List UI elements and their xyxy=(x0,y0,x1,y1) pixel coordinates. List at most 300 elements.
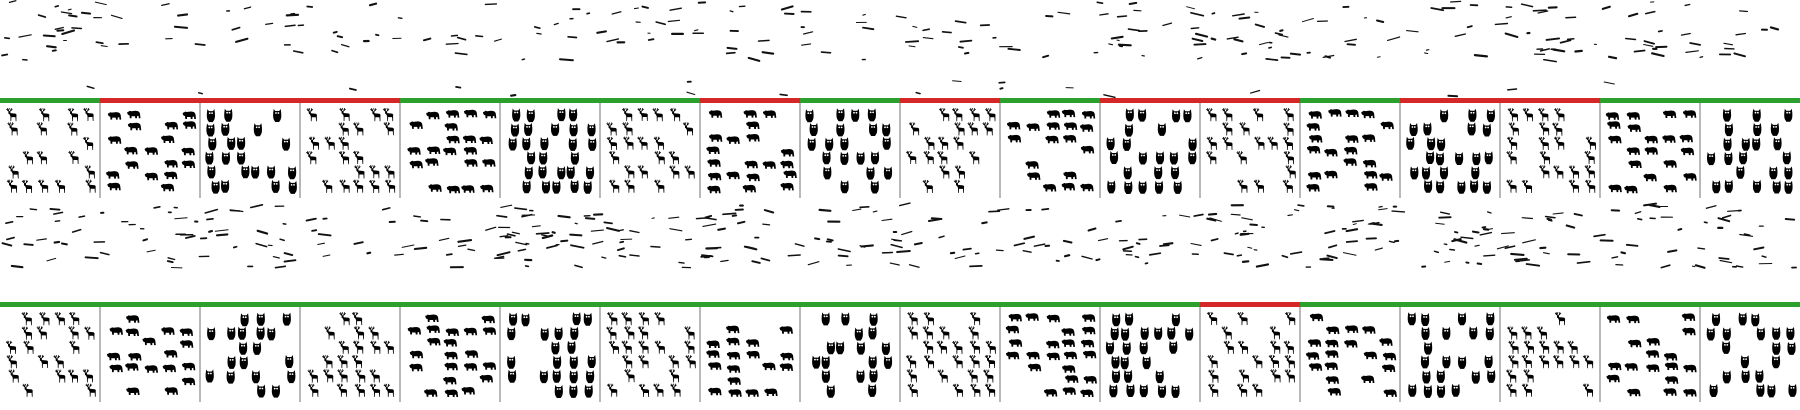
scatter-mark xyxy=(804,32,813,34)
scatter-mark xyxy=(607,228,619,231)
bear-icon xyxy=(1606,375,1619,383)
scatter-mark xyxy=(1515,259,1527,260)
deer-icon xyxy=(1284,341,1294,354)
scatter-mark xyxy=(1345,39,1356,41)
bear-icon xyxy=(1047,315,1060,323)
scatter-mark xyxy=(1320,259,1332,260)
owl-icon xyxy=(822,151,830,164)
owl-icon xyxy=(1784,181,1792,194)
bear-icon xyxy=(1061,328,1074,336)
deer-icon xyxy=(607,137,617,150)
owl-icon xyxy=(1188,151,1196,164)
scatter-mark xyxy=(1227,37,1238,39)
deer-icon xyxy=(1537,327,1547,340)
deer-icon xyxy=(37,122,47,135)
owl-icon xyxy=(1455,152,1463,165)
owl-icon xyxy=(509,138,517,151)
scatter-mark xyxy=(199,93,203,94)
bear-icon xyxy=(1683,110,1696,118)
owl-icon xyxy=(1710,384,1718,397)
scatter-mark xyxy=(1193,39,1203,41)
bear-icon xyxy=(1307,146,1320,154)
owl-icon xyxy=(567,341,575,354)
scatter-mark xyxy=(273,257,279,258)
bear-icon xyxy=(709,134,722,142)
owl-icon xyxy=(1408,384,1416,397)
panel-bear xyxy=(1000,302,1100,402)
scatter-mark xyxy=(1008,49,1019,50)
scatter-mark xyxy=(1567,226,1575,228)
deer-icon xyxy=(909,122,919,135)
bear-icon xyxy=(1665,363,1678,371)
status-bar-correct xyxy=(600,98,700,103)
bear-icon xyxy=(410,351,423,359)
scatter-mark xyxy=(383,208,390,210)
scatter-mark xyxy=(7,238,14,240)
owl-icon xyxy=(571,180,579,193)
bear-icon xyxy=(463,136,476,144)
deer-icon xyxy=(606,327,616,340)
owl-icon xyxy=(1424,385,1432,398)
deer-icon xyxy=(970,384,980,397)
owl-icon xyxy=(1158,385,1166,398)
scatter-mark xyxy=(24,244,33,245)
scatter-mark xyxy=(1150,253,1161,255)
bear-icon xyxy=(1625,363,1638,371)
scatter-mark xyxy=(1295,210,1299,211)
deer-icon xyxy=(353,341,363,354)
scatter-mark xyxy=(560,59,573,60)
scatter-mark xyxy=(568,37,576,38)
scatter-mark xyxy=(1705,222,1708,223)
deer-icon xyxy=(622,341,632,354)
owl-icon xyxy=(1124,370,1132,383)
owl-icon xyxy=(1773,137,1781,150)
owl-icon xyxy=(1139,181,1147,194)
deer-icon xyxy=(669,369,679,382)
scatter-mark xyxy=(853,209,861,210)
owl-icon xyxy=(1141,327,1149,340)
scatter-mark xyxy=(1379,209,1388,210)
deer-icon xyxy=(1553,355,1563,368)
deer-icon xyxy=(384,384,394,397)
deer-icon xyxy=(1507,137,1517,150)
deer-icon xyxy=(340,312,350,325)
bear-icon xyxy=(1663,111,1676,119)
deer-icon xyxy=(322,355,332,368)
status-bar-correct xyxy=(1600,302,1700,307)
scatter-mark xyxy=(695,30,698,31)
scatter-mark xyxy=(3,243,12,245)
owl-icon xyxy=(1756,384,1764,397)
bear-icon xyxy=(1379,338,1392,346)
scatter-mark xyxy=(456,87,460,88)
bear-icon xyxy=(161,184,174,192)
bear-icon xyxy=(1645,147,1658,155)
scatter-mark xyxy=(82,13,90,14)
bear-icon xyxy=(164,160,177,168)
scatter-mark xyxy=(1728,211,1739,212)
panel-deer xyxy=(1200,302,1300,402)
scatter-mark xyxy=(1212,239,1218,241)
bear-icon xyxy=(107,353,120,361)
scatter-mark xyxy=(1455,232,1457,233)
deer-icon xyxy=(1538,108,1548,121)
owl-icon xyxy=(557,166,565,179)
deer-icon xyxy=(938,370,948,383)
bear-icon xyxy=(1043,184,1056,192)
deer-icon xyxy=(8,122,18,135)
bear-icon xyxy=(1082,111,1095,119)
scatter-mark xyxy=(1547,38,1560,40)
bear-icon xyxy=(426,112,439,120)
bear-icon xyxy=(1026,123,1039,130)
scatter-mark xyxy=(1116,221,1121,222)
scatter-mark xyxy=(512,232,519,234)
scattered-marks xyxy=(2,1,1796,268)
scatter-mark xyxy=(1762,256,1766,257)
scatter-mark xyxy=(54,212,63,214)
deer-icon xyxy=(906,151,916,164)
scatter-mark xyxy=(1326,56,1331,57)
panel-deer xyxy=(900,302,1000,402)
owl-icon xyxy=(812,356,820,369)
panel-deer xyxy=(1200,98,1300,198)
deer-icon xyxy=(1555,312,1565,325)
panel-bear xyxy=(100,302,200,402)
status-bar-correct xyxy=(700,302,800,307)
deer-icon xyxy=(1207,312,1217,325)
owl-icon xyxy=(1111,356,1119,369)
deer-icon xyxy=(23,384,33,397)
bear-icon xyxy=(1680,135,1693,143)
owl-icon xyxy=(857,342,865,355)
deer-icon xyxy=(1524,370,1534,383)
scatter-mark xyxy=(458,240,471,242)
scatter-mark xyxy=(307,7,312,8)
owl-icon xyxy=(287,370,295,383)
deer-icon xyxy=(86,180,96,193)
scatter-mark xyxy=(1198,58,1202,59)
owl-icon xyxy=(251,166,259,179)
owl-icon xyxy=(1126,384,1134,397)
owl-icon xyxy=(228,356,236,369)
deer-icon xyxy=(1268,137,1278,150)
owl-icon xyxy=(1736,166,1744,179)
owl-icon xyxy=(539,152,547,165)
owl-icon xyxy=(1769,166,1777,179)
panel-deer xyxy=(600,302,700,402)
bear-icon xyxy=(1006,352,1019,360)
bear-icon xyxy=(1647,338,1660,346)
owl-icon xyxy=(1171,385,1179,398)
deer-icon xyxy=(352,312,362,325)
deer-icon xyxy=(323,369,333,382)
scatter-mark xyxy=(1612,257,1618,258)
deer-icon xyxy=(968,122,978,135)
owl-icon xyxy=(884,356,892,369)
deer-icon xyxy=(624,180,634,193)
owl-icon xyxy=(1143,356,1151,369)
bear-icon xyxy=(727,352,740,360)
scatter-mark xyxy=(312,230,316,231)
deer-icon xyxy=(39,312,49,325)
owl-icon xyxy=(1111,327,1119,340)
deer-icon xyxy=(1222,137,1232,150)
bear-icon xyxy=(483,362,496,370)
scatter-mark xyxy=(730,11,733,12)
bear-icon xyxy=(1361,376,1374,384)
scatter-mark xyxy=(1720,261,1732,263)
deer-icon xyxy=(1506,370,1516,383)
deer-icon xyxy=(1554,137,1564,150)
owl-icon xyxy=(272,180,280,193)
bear-icon xyxy=(1064,352,1077,360)
scatter-mark xyxy=(1163,23,1172,25)
owl-icon xyxy=(587,123,595,136)
panel-deer xyxy=(1500,302,1600,402)
bear-icon xyxy=(743,185,756,193)
scatter-mark xyxy=(501,205,512,207)
scatter-mark xyxy=(1407,31,1419,32)
scatter-mark xyxy=(956,21,966,23)
panel-owl xyxy=(200,98,300,198)
owl-icon xyxy=(1773,181,1781,194)
bear-icon xyxy=(746,174,759,182)
scatter-mark xyxy=(1686,51,1698,53)
deer-icon xyxy=(54,355,64,368)
scatter-mark xyxy=(112,15,123,18)
deer-icon xyxy=(906,355,916,368)
bear-icon xyxy=(480,185,493,193)
bear-icon xyxy=(1082,327,1095,335)
scatter-mark xyxy=(1248,247,1252,248)
bear-icon xyxy=(1606,112,1619,120)
owl-icon xyxy=(1421,327,1429,340)
bear-icon xyxy=(145,365,158,373)
deer-icon xyxy=(354,166,364,179)
deer-icon xyxy=(653,108,663,121)
bear-icon xyxy=(425,158,438,166)
panel-owl xyxy=(1100,98,1200,198)
scatter-mark xyxy=(586,218,594,219)
owl-icon xyxy=(1487,109,1495,122)
scatter-mark xyxy=(1160,245,1169,246)
bear-icon xyxy=(446,328,459,336)
owl-icon xyxy=(1771,123,1779,136)
scatter-mark xyxy=(232,28,239,30)
scatter-mark xyxy=(553,232,555,233)
scatter-mark xyxy=(175,27,187,28)
scatter-mark xyxy=(338,36,342,37)
deer-icon xyxy=(322,180,332,193)
deer-icon xyxy=(954,180,964,193)
owl-icon xyxy=(822,370,830,383)
panel-deer xyxy=(0,302,100,397)
scatter-mark xyxy=(1690,43,1700,45)
deer-icon xyxy=(1237,384,1247,397)
scatter-mark xyxy=(1065,255,1069,256)
owl-icon xyxy=(1741,355,1749,368)
owl-icon xyxy=(1427,137,1435,150)
bear-icon xyxy=(1624,186,1637,194)
owl-icon xyxy=(241,313,249,326)
owl-icon xyxy=(553,356,561,369)
scatter-mark xyxy=(1450,250,1455,251)
owl-icon xyxy=(1109,384,1117,397)
scatter-mark xyxy=(1100,14,1108,15)
scatter-mark xyxy=(1439,217,1451,218)
bear-icon xyxy=(1310,314,1323,322)
owl-icon xyxy=(851,109,859,122)
bear-icon xyxy=(1627,389,1640,397)
deer-icon xyxy=(937,151,947,164)
bear-icon xyxy=(464,147,477,155)
scatter-mark xyxy=(1390,241,1395,242)
bear-icon xyxy=(1607,121,1620,129)
deer-icon xyxy=(1522,355,1532,368)
bear-icon xyxy=(161,136,174,144)
deer-icon xyxy=(622,355,632,368)
scatter-mark xyxy=(1392,211,1404,212)
scatter-mark xyxy=(618,248,624,250)
deer-icon xyxy=(623,137,633,150)
panel-deer xyxy=(900,98,1000,198)
deer-icon xyxy=(986,341,996,354)
owl-icon xyxy=(227,371,235,384)
deer-icon xyxy=(969,327,979,340)
owl-icon xyxy=(253,342,261,355)
bear-icon xyxy=(746,134,759,142)
bear-icon xyxy=(1363,160,1376,168)
scatter-mark xyxy=(612,12,621,14)
scatter-mark xyxy=(55,242,60,243)
bear-icon xyxy=(1626,316,1639,324)
deer-icon xyxy=(1237,151,1247,164)
bear-icon xyxy=(483,327,496,335)
bear-icon xyxy=(1306,352,1319,360)
scatter-mark xyxy=(497,216,507,217)
panel-owl xyxy=(1700,302,1800,402)
panel-bear xyxy=(700,98,800,198)
panel-bear xyxy=(400,302,500,402)
owl-icon xyxy=(1440,109,1448,122)
bear-icon xyxy=(108,136,121,144)
deer-icon xyxy=(970,312,980,325)
panel-owl xyxy=(500,302,600,402)
owl-icon xyxy=(237,152,245,165)
scatter-mark xyxy=(718,229,725,230)
scatter-mark xyxy=(620,230,624,231)
bear-icon xyxy=(1326,376,1339,384)
scatter-mark xyxy=(1235,233,1238,234)
owl-icon xyxy=(584,181,592,194)
owl-icon xyxy=(866,167,874,180)
scatter-mark xyxy=(1212,39,1216,40)
bear-icon xyxy=(445,123,458,131)
scatter-mark xyxy=(402,245,414,247)
panel-bear xyxy=(1600,302,1700,402)
deer-icon xyxy=(1523,108,1533,121)
bear-icon xyxy=(1080,390,1093,398)
scatter-mark xyxy=(537,233,549,234)
scatter-mark xyxy=(1436,223,1445,224)
deer-icon xyxy=(1585,151,1595,164)
status-bar-correct xyxy=(1700,302,1800,307)
deer-icon xyxy=(609,180,619,193)
bear-icon xyxy=(145,147,158,155)
panel-bear xyxy=(1300,302,1400,402)
scatter-mark xyxy=(1112,37,1123,39)
bear-icon xyxy=(464,110,477,118)
deer-icon xyxy=(325,137,335,150)
deer-icon xyxy=(22,180,32,193)
scatter-mark xyxy=(1379,207,1382,208)
scatter-mark xyxy=(307,219,316,221)
status-bar-incorrect xyxy=(1400,98,1500,103)
scatter-mark xyxy=(1117,40,1119,41)
owl-icon xyxy=(1472,152,1480,165)
scatter-mark xyxy=(37,239,47,240)
scatter-mark xyxy=(332,51,338,53)
scatter-mark xyxy=(761,258,769,260)
deer-icon xyxy=(384,166,394,179)
deer-icon xyxy=(55,180,65,193)
deer-icon xyxy=(338,369,348,382)
deer-icon xyxy=(309,137,319,150)
owl-icon xyxy=(1123,138,1131,151)
scatter-mark xyxy=(1685,5,1690,6)
scatter-mark xyxy=(1480,233,1491,235)
scatter-mark xyxy=(205,210,217,214)
scatter-mark xyxy=(319,234,331,235)
deer-icon xyxy=(355,370,365,383)
status-bar-correct xyxy=(1300,302,1400,307)
bear-icon xyxy=(726,338,739,346)
scatter-mark xyxy=(1280,30,1282,31)
deer-icon xyxy=(352,355,362,368)
scatter-mark xyxy=(1377,57,1380,58)
owl-icon xyxy=(1742,138,1750,151)
bear-icon xyxy=(480,375,493,383)
deer-icon xyxy=(622,312,632,325)
scatter-mark xyxy=(1549,220,1552,221)
scatter-mark xyxy=(1544,60,1556,62)
scatter-mark xyxy=(652,218,654,219)
scatter-mark xyxy=(1212,13,1214,14)
deer-icon xyxy=(83,369,93,382)
scatter-mark xyxy=(1104,95,1115,98)
scatter-mark xyxy=(334,32,337,33)
scatter-mark xyxy=(256,244,266,247)
scatter-mark xyxy=(1279,35,1288,37)
scatter-mark xyxy=(923,29,929,30)
deer-icon xyxy=(1583,355,1593,368)
scatter-mark xyxy=(561,241,567,242)
bear-icon xyxy=(1328,388,1341,396)
scatter-mark xyxy=(802,44,811,45)
owl-icon xyxy=(1185,328,1193,341)
owl-icon xyxy=(257,385,265,398)
scatter-mark xyxy=(1561,40,1571,42)
owl-icon xyxy=(856,370,864,383)
bear-icon xyxy=(427,325,440,333)
owl-icon xyxy=(283,313,291,326)
owl-icon xyxy=(869,369,877,382)
deer-icon xyxy=(937,341,947,354)
owl-icon xyxy=(521,313,529,326)
scatter-mark xyxy=(788,255,800,256)
